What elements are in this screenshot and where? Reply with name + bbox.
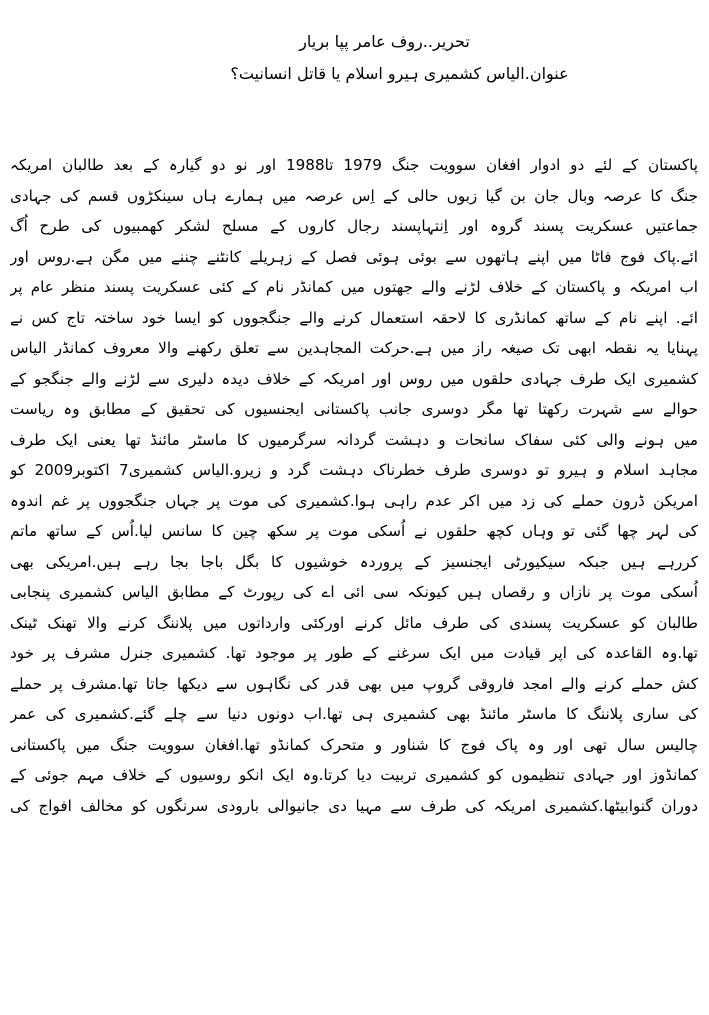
body-line: امریکن ڈرون حملے کی زد میں اکر عدم راہی ہوا.کشمیری کی موت پر جہاں جنگجووں پر غم اندوہ — [10, 491, 698, 510]
body-line: ائے. اپنے نام کے ساتھ کمانڈری کا لاحقہ استعمال کرنے والے جنگجووں کو ایسا خود ساختہ تاج کس نے — [10, 308, 698, 327]
body-line: میں ہونے والی کئی سفاک سانحات و دہشت گردانہ سرگرمیوں کا ماسٹر مائنڈ تھا یعنی ایک طرف — [10, 430, 698, 449]
body-line: پاکستان کے لئے دو ادوار افغان سوویت جنگ 1979 تا1988 اور نو دو گیارہ کے بعد طالبان امریکہ — [10, 156, 698, 174]
body-line: کررہے ہیں جبکہ سیکیورٹی ایجنسیز کے پروردہ خوشیوں کا بگل باجا بجا رہے ہیں.امریکی بھی — [10, 552, 698, 571]
body-line: دوران گنوابیٹھا.کشمیری امریکہ کی طرف سے مہیا دی جانیوالی بارودی سرنگوں کو مخالف افواج کی — [10, 796, 698, 815]
body-line: جماعتیں عسکریت پسند گروہ اور اِنتہاپسند رجال کاروں کے مسلح لشکر کھمبیوں کی طرح اُگ — [10, 217, 698, 235]
body-line: کی ساری پلاننگ کا ماسٹر مائنڈ بھی کشمیری ہی تھا.اب دونوں دنیا سے چلے گئے.کشمیری کی عمر — [10, 705, 698, 723]
body-line: حوالے سے شہرت رکھتا تھا مگر دوسری جانب پاکستانی ایجنسیوں کی تحقیق کے مطابق وہ ریاست — [10, 400, 698, 418]
article-body — [10, 150, 698, 821]
author-line: تحریر..روف عامر پپا بریار — [299, 32, 470, 51]
body-line: ائے.پاک فوج فاٹا میں اپنے ہاتھوں سے بوئی ہوئی فصل کے زہریلے کانٹنے چننے میں مگن ہے.روس اور — [10, 247, 698, 266]
body-line: چالیس سال تھی اور وہ پاک فوج کا شناور و متحرک کمانڈو تھا.افغان سوویت جنگ میں پاکستانی — [10, 735, 698, 754]
body-line: کشمیری ایک طرف جہادی حلقوں میں روس اور امریکہ کے خلاف دیدہ دلیری سے لڑنے والے جنگجو کے — [10, 369, 698, 388]
body-line: جنگ کا عرصہ وبال جان بن گیا زبوں حالی کے اِس عرصہ میں ہمارے ہاں سینکڑوں قسم کی جہادی — [10, 186, 698, 205]
article-title: عنوان.الیاس کشمیری ہیرو اسلام یا قاتل انسانیت؟ — [230, 64, 569, 83]
body-line: پہنایا یہ نقطہ ابھی تک صیغہ راز میں ہے.حرکت المجاہدین سے تعلق رکھنے والا معروف کمانڈر الیاس — [10, 339, 698, 357]
body-line: اُسکی موت پر نازاں و رقصاں ہیں کیونکہ سی ائی اے کی رپورٹ کے مطابق الیاس کشمیری پنجابی — [10, 583, 698, 601]
body-line: تھا.وہ القاعدہ کی اپر قیادت میں ایک سرغنے کے طور پر موجود تھا. کشمیری جنرل مشرف پر خود — [10, 644, 698, 662]
body-line: کش حملے کرنے والے امجد فاروقی گروپ میں بھی قدر کی نگاہوں سے دیکھا جاتا تھا.مشرف پر حملے — [10, 674, 698, 693]
body-line: طالبان کو عسکریت پسندی کی طرف مائل کرنے اورکئی وارداتوں میں پلاننگ کرنے والا تھنک ٹینک — [10, 613, 698, 632]
body-line: اب امریکہ و پاکستان کے خلاف لڑنے والے جھتوں میں کمانڈر نام کے کئی عسکریت پسند منظر عام پر — [10, 278, 698, 296]
body-line: کمانڈوز اور جہادی تنظیموں کو کشمیری تربیت دیا کرتا.وہ ایک انکو روسیوں کے خلاف مہم جوئی کے — [10, 766, 698, 784]
body-line: کی لہر چھا گئی تو وہاں کچھ حلقوں نے اُسکی موت پر سکھ چین کا سانس لیا.اُس کے ساتھ ماتم — [10, 522, 698, 540]
body-line: مجاہد اسلام و ہیرو تو دوسری طرف خطرناک دہشت گرد و زیرو.الیاس کشمیری7 اکتوبر2009 کو — [10, 461, 698, 479]
